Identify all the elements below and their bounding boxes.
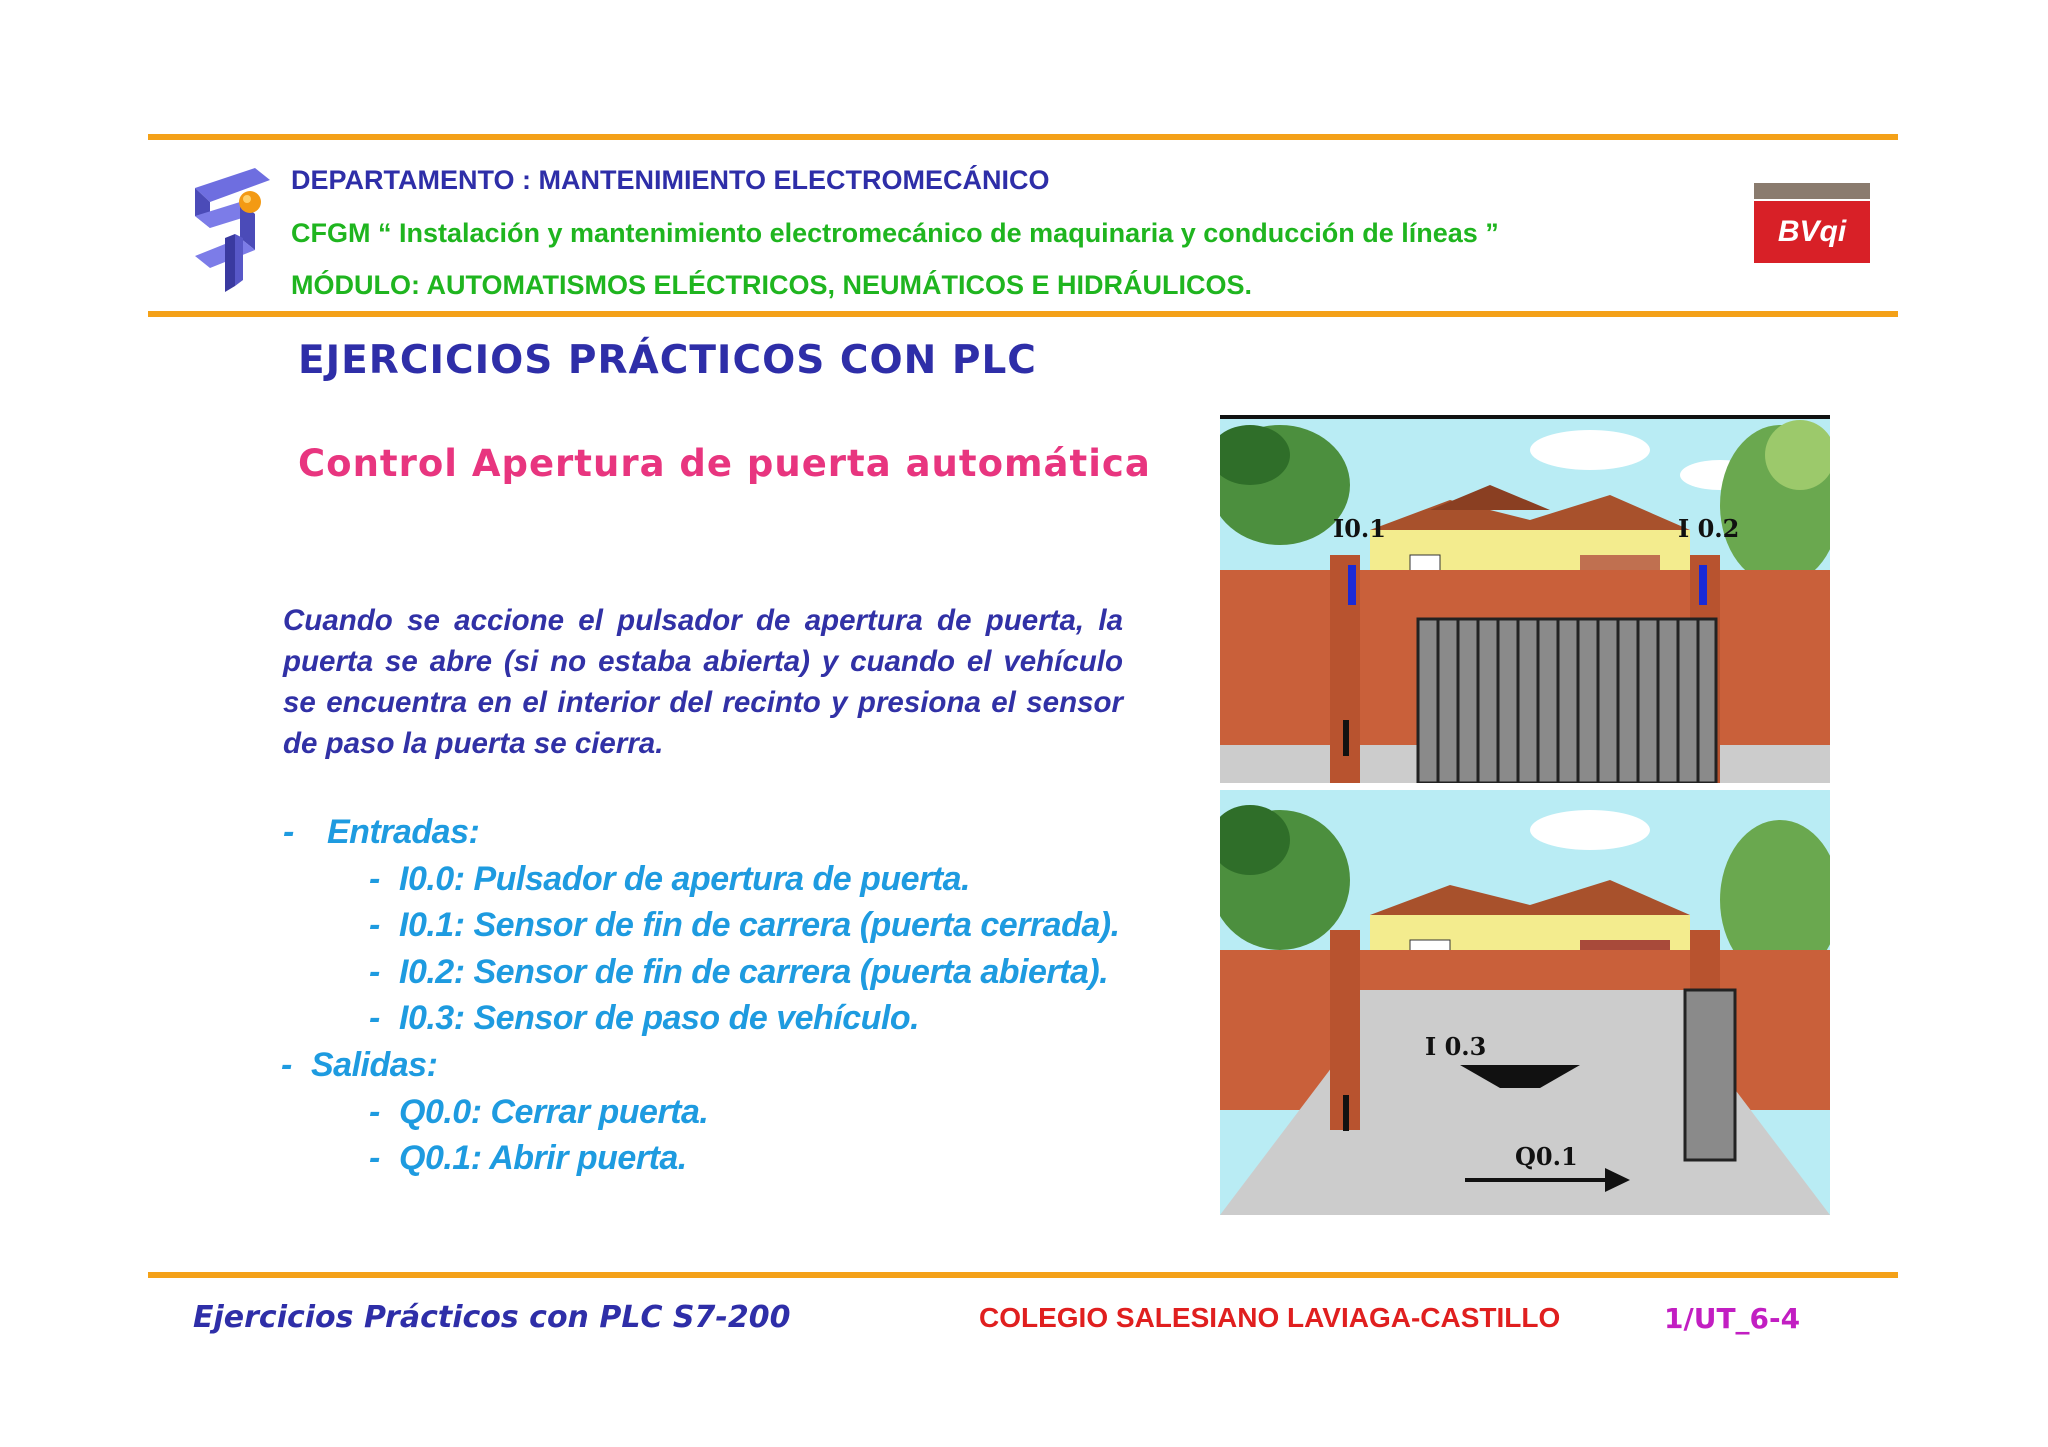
exercise-description: Cuando se accione el pulsador de apertura de puerta, la puerta se abre (si no estaba abierta) y cuando el vehículo se encuentra en el interior del recinto y presiona el sensor de paso la puerta se cierra. xyxy=(283,604,1123,760)
output-item: Q0.0: Cerrar puerta. xyxy=(399,1093,709,1131)
footer-rule xyxy=(148,1272,1898,1278)
input-item: I0.0: Pulsador de apertura de puerta. xyxy=(399,860,971,898)
list-item-dash: - xyxy=(369,906,380,944)
input-item: I0.1: Sensor de fin de carrera (puerta cerrada). xyxy=(399,906,1120,944)
inputs-dash: - xyxy=(283,813,294,851)
gate-closed-illustration xyxy=(1220,415,1830,783)
bvqi-logo-text: BVqi xyxy=(1754,201,1870,263)
list-item-dash: - xyxy=(369,1139,380,1177)
header-bottom-rule xyxy=(148,311,1898,317)
footer-school: COLEGIO SALESIANO LAVIAGA-CASTILLO xyxy=(979,1302,1561,1333)
label-i02: I 0.2 xyxy=(1678,514,1740,543)
outputs-dash: - xyxy=(281,1046,292,1084)
outputs-heading: Salidas: xyxy=(311,1046,438,1084)
header-cfgm: CFGM “ Instalación y mantenimiento electromecánico de maquinaria y conducción de líneas ” xyxy=(291,218,1499,248)
label-i03: I 0.3 xyxy=(1425,1032,1487,1061)
gate-open-illustration xyxy=(1220,790,1830,1215)
footer-page-number: 1/UT_6-4 xyxy=(1664,1302,1801,1335)
footer-course: Ejercicios Prácticos con PLC S7-200 xyxy=(193,1300,791,1335)
header-module: MÓDULO: AUTOMATISMOS ELÉCTRICOS, NEUMÁTICOS E HIDRÁULICOS. xyxy=(291,270,1252,300)
school-logo xyxy=(175,168,285,293)
input-item: I0.2: Sensor de fin de carrera (puerta abierta). xyxy=(399,953,1109,991)
input-item: I0.3: Sensor de paso de vehículo. xyxy=(399,999,920,1037)
list-item-dash: - xyxy=(369,953,380,991)
page-subtitle: Control Apertura de puerta automática xyxy=(298,442,1151,485)
list-item-dash: - xyxy=(369,999,380,1037)
label-i01: I0.1 xyxy=(1333,514,1386,543)
label-q01: Q0.1 xyxy=(1515,1142,1578,1171)
header-top-rule xyxy=(148,134,1898,140)
header-department: DEPARTAMENTO : MANTENIMIENTO ELECTROMECÁNICO xyxy=(291,165,1050,195)
inputs-heading: Entradas: xyxy=(327,813,480,851)
list-item-dash: - xyxy=(369,1093,380,1131)
page-title: EJERCICIOS PRÁCTICOS CON PLC xyxy=(298,338,1037,383)
list-item-dash: - xyxy=(369,860,380,898)
output-item: Q0.1: Abrir puerta. xyxy=(399,1139,687,1177)
bvqi-logo xyxy=(1754,183,1870,263)
